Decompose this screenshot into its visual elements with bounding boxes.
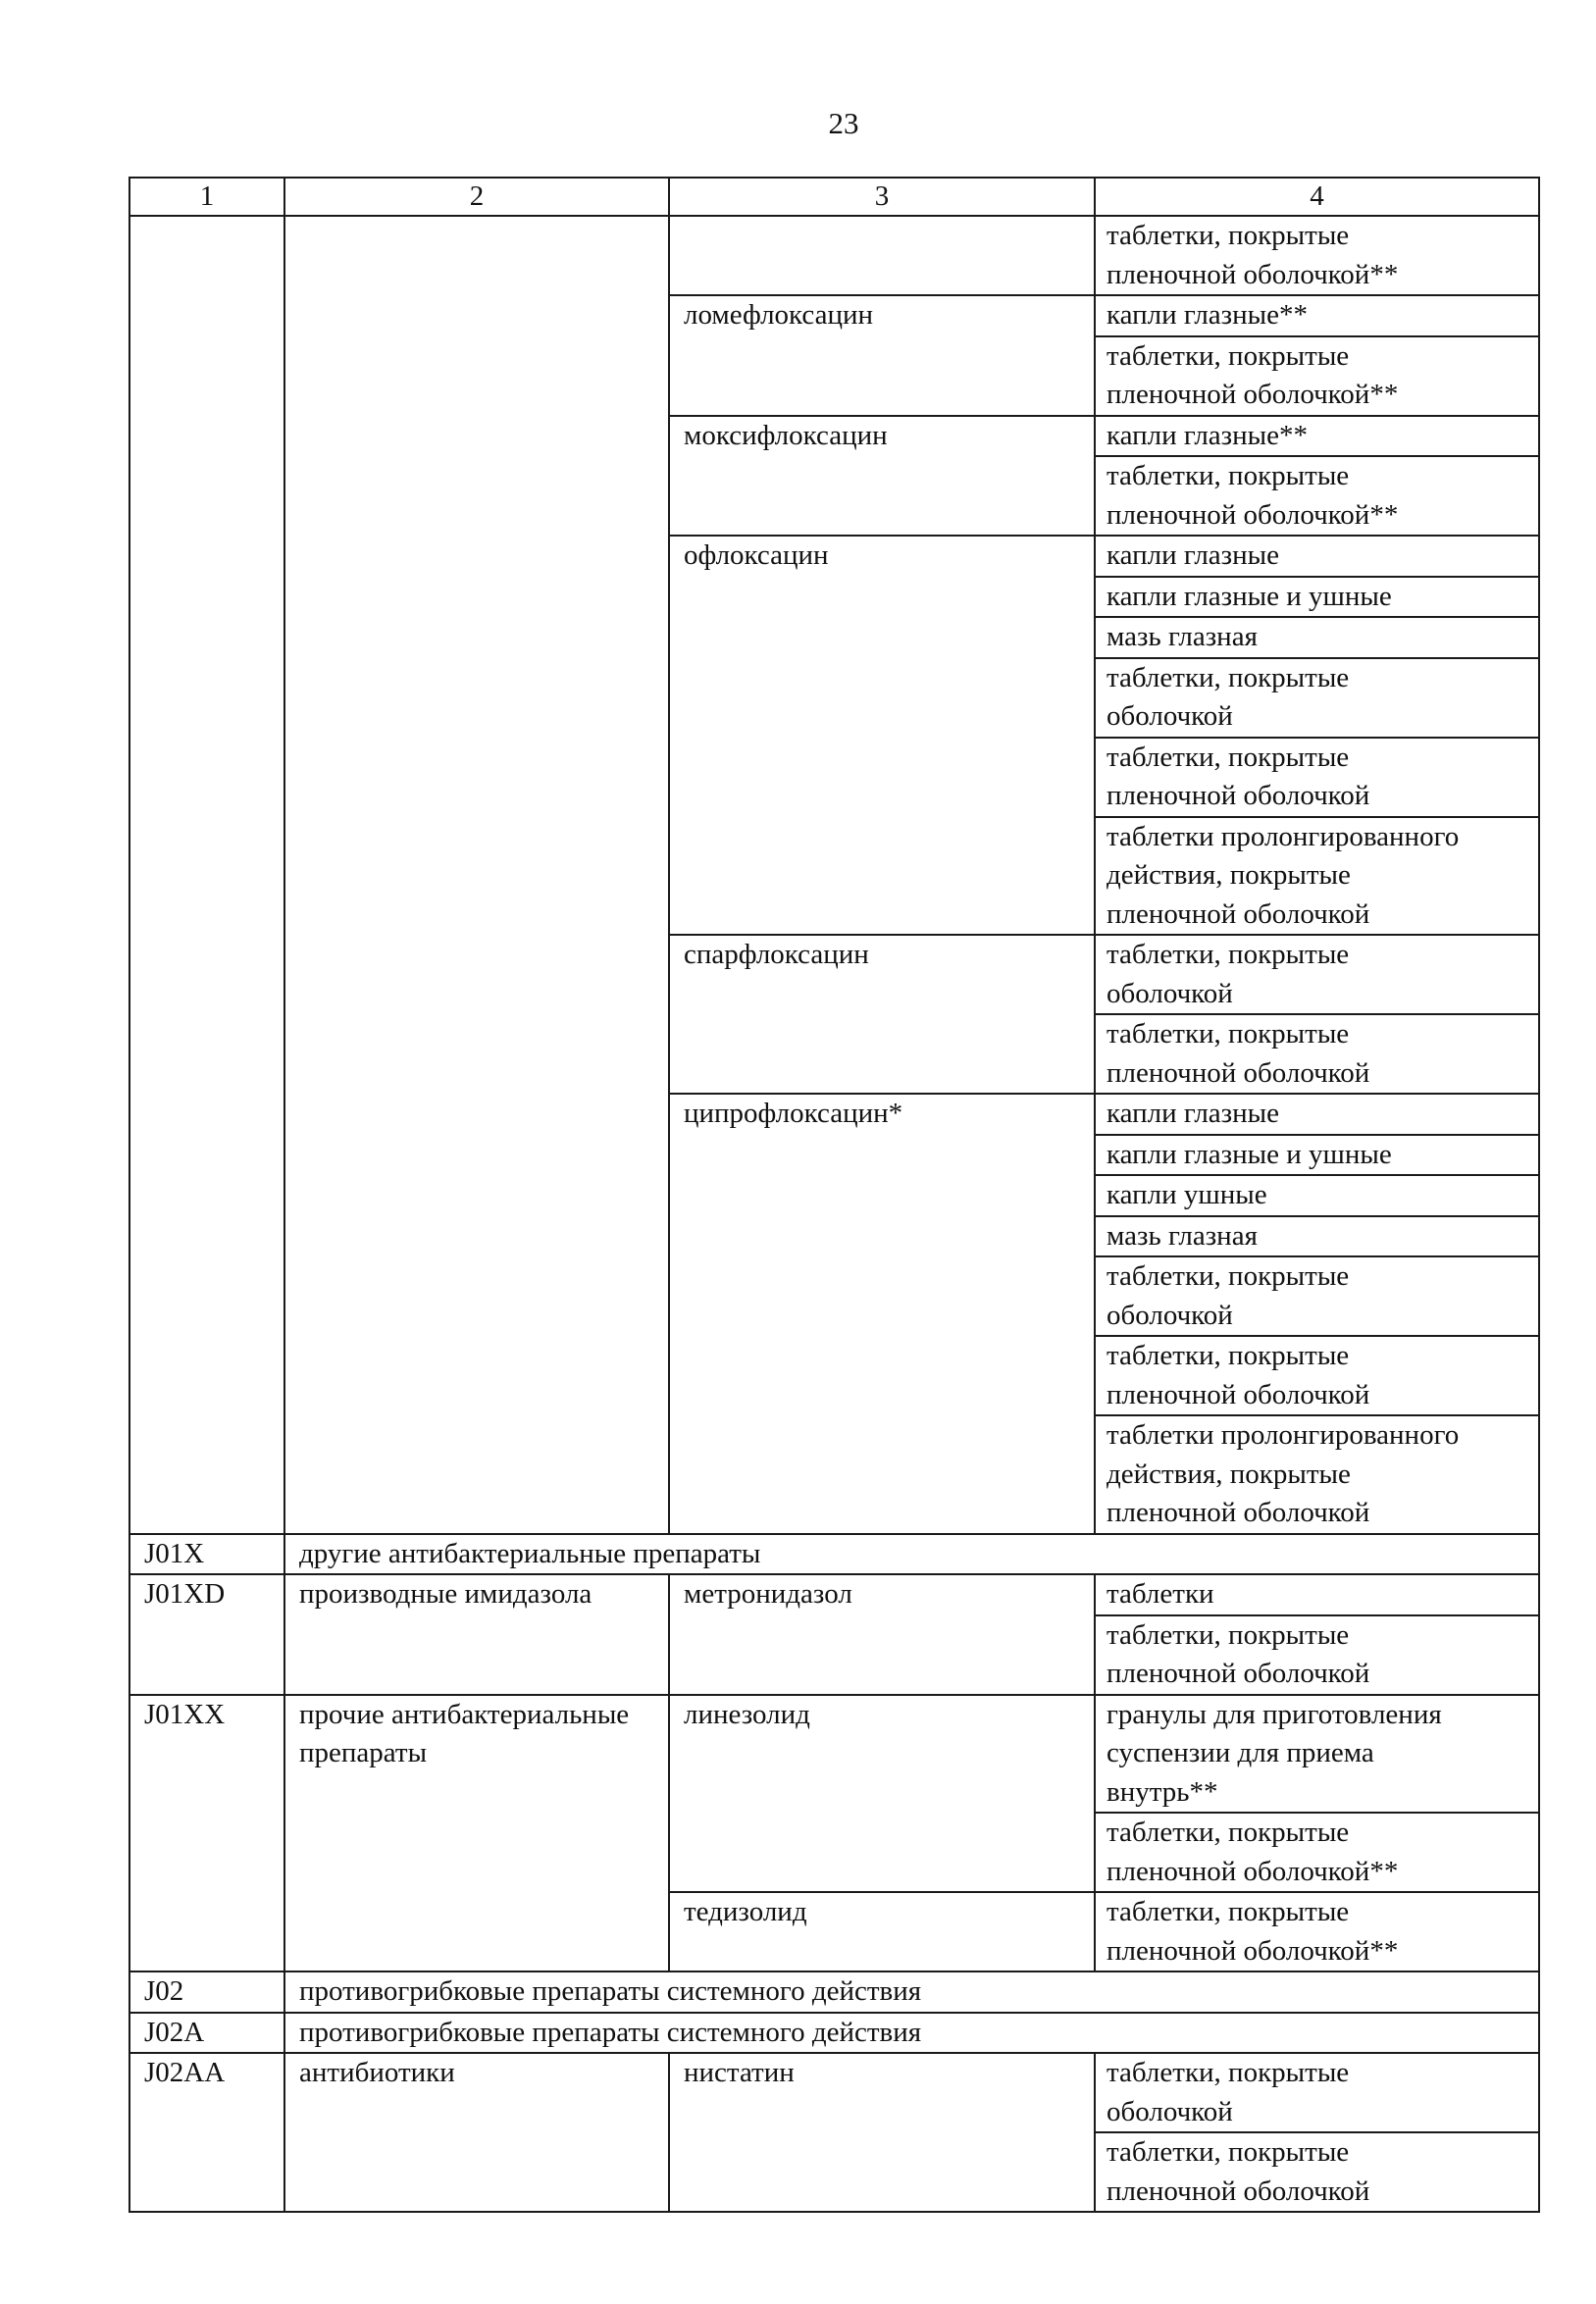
drug-name-cell: линезолид [669, 1695, 1095, 1893]
column-header: 2 [284, 178, 669, 216]
dosage-form-line: пленочной оболочкой [1107, 780, 1370, 811]
dosage-form-cell [1095, 2053, 1539, 2132]
drug-name-cell: метронидазол [669, 1574, 1095, 1695]
atc-code-cell: J02A [129, 2013, 284, 2054]
table-row [129, 1534, 1539, 1575]
dosage-form-cell [1095, 1256, 1539, 1336]
dosage-form-line: капли глазные [1107, 1098, 1279, 1129]
atc-code-cell [129, 216, 284, 1534]
dosage-form-line: таблетки, покрытые [1107, 1896, 1350, 1927]
dosage-form-line: таблетки, покрытые [1107, 2057, 1350, 2088]
dosage-form-cell [1095, 416, 1539, 457]
atc-code-cell: J02AA [129, 2053, 284, 2212]
dosage-form-line: таблетки пролонгированного [1107, 1419, 1460, 1451]
dosage-form-line: гранулы для приготовления [1107, 1698, 1442, 1730]
dosage-form-cell [1095, 738, 1539, 817]
dosage-form-cell [1095, 1415, 1539, 1534]
dosage-form-line: пленочной оболочкой** [1107, 258, 1399, 290]
group-name-cell: производные имидазола [284, 1574, 669, 1695]
dosage-form-line: таблетки, покрытые [1107, 2136, 1350, 2168]
dosage-form-line: капли глазные** [1107, 419, 1308, 451]
dosage-form-line: пленочной оболочкой** [1107, 498, 1399, 531]
dosage-form-line: таблетки, покрытые [1107, 1018, 1350, 1050]
dosage-form-line: пленочной оболочкой** [1107, 1855, 1399, 1887]
dosage-form-line: таблетки, покрытые [1107, 1260, 1350, 1292]
group-name-cell: прочие антибактериальные препараты [284, 1695, 669, 1972]
dosage-form-line: оболочкой [1107, 700, 1233, 732]
dosage-form-line: оболочкой [1107, 977, 1233, 1009]
atc-code-cell: J01X [129, 1534, 284, 1575]
dosage-form-line: пленочной оболочкой [1107, 1378, 1370, 1410]
dosage-form-line: пленочной оболочкой [1107, 897, 1370, 930]
dosage-form-line: таблетки, покрытые [1107, 339, 1350, 372]
atc-code-cell: J02 [129, 1971, 284, 2013]
group-name-cell: другие антибактериальные препараты [284, 1534, 1539, 1575]
dosage-form-cell [1095, 1892, 1539, 1971]
table-row [129, 1695, 1539, 1814]
dosage-form-cell [1095, 1813, 1539, 1892]
dosage-form-line: оболочкой [1107, 1299, 1233, 1331]
table-row [129, 2013, 1539, 2054]
dosage-form-line: таблетки, покрытые [1107, 661, 1350, 693]
dosage-form-line: капли глазные и ушные [1107, 1138, 1392, 1170]
dosage-form-cell [1095, 658, 1539, 738]
dosage-form-cell [1095, 2132, 1539, 2212]
dosage-form-cell [1095, 536, 1539, 577]
drug-name-cell: ломефлоксацин [669, 295, 1095, 416]
dosage-form-line: таблетки, покрытые [1107, 741, 1350, 773]
dosage-form-line: таблетки, покрытые [1107, 1817, 1350, 1848]
drug-name-cell: ципрофлоксацин* [669, 1094, 1095, 1534]
dosage-form-line: таблетки пролонгированного [1107, 820, 1460, 852]
group-name-cell: противогрибковые препараты системного действия [284, 1971, 1539, 2013]
dosage-form-cell [1095, 817, 1539, 936]
atc-code-cell: J01XX [129, 1695, 284, 1972]
drug-name-cell: офлоксацин [669, 536, 1095, 935]
dosage-form-cell [1095, 1216, 1539, 1257]
dosage-form-line: пленочной оболочкой** [1107, 1934, 1399, 1967]
dosage-form-line: таблетки, покрытые [1107, 460, 1350, 491]
drug-name-cell: спарфлоксацин [669, 935, 1095, 1094]
drug-name-cell: моксифлоксацин [669, 416, 1095, 537]
dosage-form-cell [1095, 1175, 1539, 1216]
dosage-form-cell [1095, 617, 1539, 658]
dosage-form-line: капли ушные [1107, 1179, 1267, 1210]
atc-code-cell: J01XD [129, 1574, 284, 1695]
dosage-form-line: таблетки, покрытые [1107, 1618, 1350, 1651]
drug-name-cell: тедизолид [669, 1892, 1095, 1971]
dosage-form-cell [1095, 935, 1539, 1014]
dosage-form-line: действия, покрытые [1107, 859, 1351, 891]
table-row [129, 2053, 1539, 2132]
dosage-form-line: пленочной оболочкой [1107, 1658, 1370, 1689]
group-name-cell: антибиотики [284, 2053, 669, 2212]
dosage-form-cell [1095, 1336, 1539, 1415]
drug-name-cell: нистатин [669, 2053, 1095, 2212]
dosage-form-line: таблетки, покрытые [1107, 939, 1350, 970]
dosage-form-line: внутрь** [1107, 1775, 1218, 1808]
table-row [129, 216, 1539, 295]
dosage-form-line: таблетки, покрытые [1107, 1340, 1350, 1371]
dosage-form-line: таблетки, покрытые [1107, 220, 1350, 251]
dosage-form-line: пленочной оболочкой [1107, 1497, 1370, 1528]
dosage-form-cell [1095, 295, 1539, 336]
dosage-form-line: капли глазные [1107, 539, 1279, 571]
column-header: 3 [669, 178, 1095, 216]
group-name-cell: противогрибковые препараты системного действия [284, 2013, 1539, 2054]
dosage-form-line: капли глазные и ушные [1107, 580, 1392, 612]
dosage-form-line: оболочкой [1107, 2095, 1233, 2127]
dosage-form-cell [1095, 456, 1539, 536]
dosage-form-line: таблетки [1107, 1578, 1214, 1610]
dosage-form-cell [1095, 1014, 1539, 1094]
dosage-form-cell [1095, 1615, 1539, 1695]
dosage-form-line: суспензии для приема [1107, 1737, 1374, 1768]
dosage-form-line: мазь глазная [1107, 1219, 1258, 1252]
page-number: 23 [828, 106, 859, 140]
dosage-form-line: мазь глазная [1107, 621, 1258, 652]
dosage-form-line: пленочной оболочкой [1107, 2175, 1370, 2207]
drug-name-cell [669, 216, 1095, 295]
dosage-form-cell [1095, 1695, 1539, 1814]
table-row [129, 1574, 1539, 1615]
dosage-form-line: действия, покрытые [1107, 1458, 1351, 1490]
dosage-form-cell [1095, 1094, 1539, 1135]
dosage-form-cell [1095, 336, 1539, 416]
dosage-form-line: пленочной оболочкой [1107, 1056, 1370, 1089]
column-header: 4 [1095, 178, 1539, 216]
dosage-form-cell [1095, 1574, 1539, 1615]
dosage-form-cell [1095, 1135, 1539, 1176]
group-name-cell [284, 216, 669, 1534]
column-header: 1 [129, 178, 284, 216]
table-row [129, 1971, 1539, 2013]
dosage-form-cell [1095, 577, 1539, 618]
table-header-row [129, 178, 1539, 216]
drug-table [129, 177, 1540, 2213]
dosage-form-cell [1095, 216, 1539, 295]
dosage-form-line: пленочной оболочкой** [1107, 379, 1399, 410]
dosage-form-line: капли глазные** [1107, 299, 1308, 331]
